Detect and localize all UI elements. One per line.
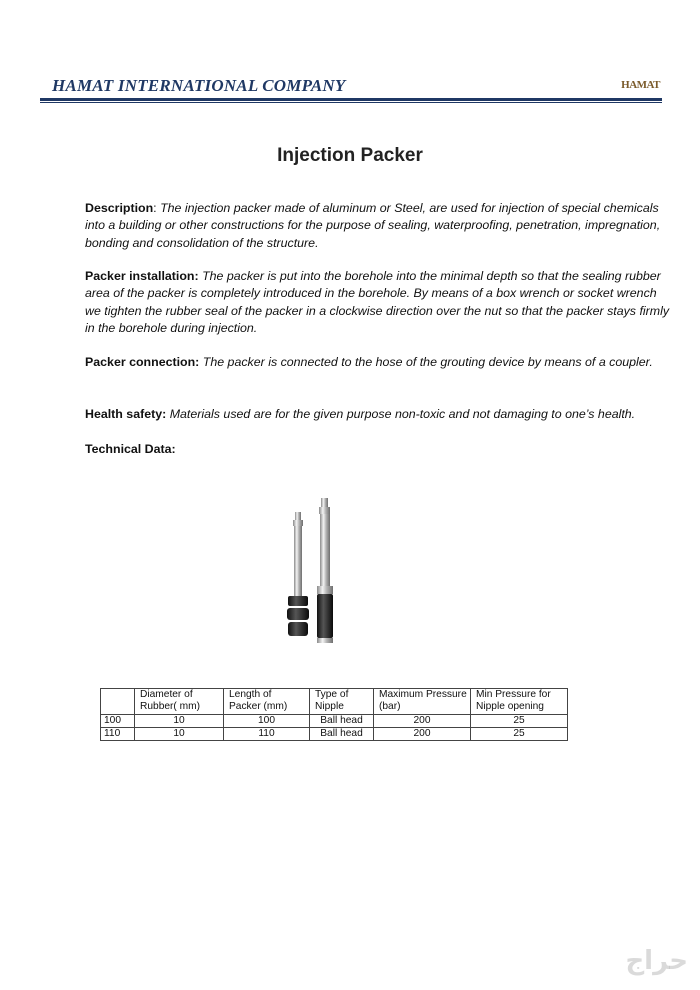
description-paragraph: Description: The injection packer made of aluminum or Steel, are used for injection of special chemicals into a building or other constructions for the purpose of sealing, waterproofing, penetration, impregnation, bonding and consolidation of the structure. bbox=[85, 201, 661, 250]
health-text: Materials used are for the given purpose non-toxic and not damaging to one’s health. bbox=[169, 407, 636, 421]
watermark-logo: حراج bbox=[625, 946, 688, 976]
table-header: Length of Packer (mm) bbox=[224, 689, 310, 715]
table-cell: 10 bbox=[135, 728, 224, 741]
health-label: Health safety: bbox=[85, 407, 167, 421]
technical-data-table bbox=[100, 688, 568, 741]
table-header: Diameter of Rubber( mm) bbox=[135, 689, 224, 715]
company-logo: HAMAT bbox=[621, 79, 660, 91]
short-packer bbox=[287, 512, 309, 636]
packer-photo bbox=[260, 490, 370, 650]
table-header-row bbox=[101, 689, 568, 715]
installation-label: Packer installation: bbox=[85, 269, 199, 283]
table-cell: 110 bbox=[224, 728, 310, 741]
table-cell: Ball head bbox=[310, 728, 374, 741]
document-title: Injection Packer bbox=[277, 145, 423, 166]
table-cell: 110 bbox=[101, 728, 135, 741]
table-cell: 25 bbox=[471, 715, 568, 728]
technical-label: Technical Data: bbox=[85, 442, 176, 456]
table-header: Min Pressure for Nipple opening bbox=[471, 689, 568, 715]
health-paragraph bbox=[85, 406, 670, 423]
table-header: Type of Nipple bbox=[310, 689, 374, 715]
header-rule bbox=[40, 98, 662, 101]
connection-label: Packer connection: bbox=[85, 355, 200, 369]
technical-heading bbox=[85, 441, 670, 458]
table-row bbox=[101, 715, 568, 728]
connection-paragraph bbox=[85, 354, 670, 371]
table-header: Maximum Pressure (bar) bbox=[374, 689, 471, 715]
company-name: HAMAT INTERNATIONAL COMPANY bbox=[52, 76, 346, 95]
page-header bbox=[52, 76, 662, 98]
table-cell: 10 bbox=[135, 715, 224, 728]
table-cell: 100 bbox=[101, 715, 135, 728]
long-packer bbox=[317, 498, 333, 643]
installation-text: The packer is put into the borehole into the minimal depth so that the sealing rubber area of the packer is completely introduced in the borehole. By means of a box wrench or socket wrench we tighten the rubber seal of the packer in a clockwise direction over the nut so that the packer stays firmly in the borehole during injection. bbox=[85, 269, 670, 335]
table-cell: 200 bbox=[374, 728, 471, 741]
table-cell: 200 bbox=[374, 715, 471, 728]
connection-text: The packer is connected to the hose of the grouting device by means of a coupler. bbox=[202, 355, 653, 369]
table-cell: Ball head bbox=[310, 715, 374, 728]
header-rule-thin bbox=[40, 102, 662, 103]
table-cell: 25 bbox=[471, 728, 568, 741]
description-label: Description bbox=[85, 201, 154, 215]
installation-paragraph bbox=[85, 268, 670, 337]
description-text: The injection packer made of aluminum or Steel, are used for injection of special chemicals into a building or other constructions for the purpose of sealing, waterproofing, penetration, impregnation, bonding and consolidation of the structure. bbox=[85, 201, 661, 250]
table-cell: 100 bbox=[224, 715, 310, 728]
table-row bbox=[101, 728, 568, 741]
table-header bbox=[101, 689, 135, 715]
